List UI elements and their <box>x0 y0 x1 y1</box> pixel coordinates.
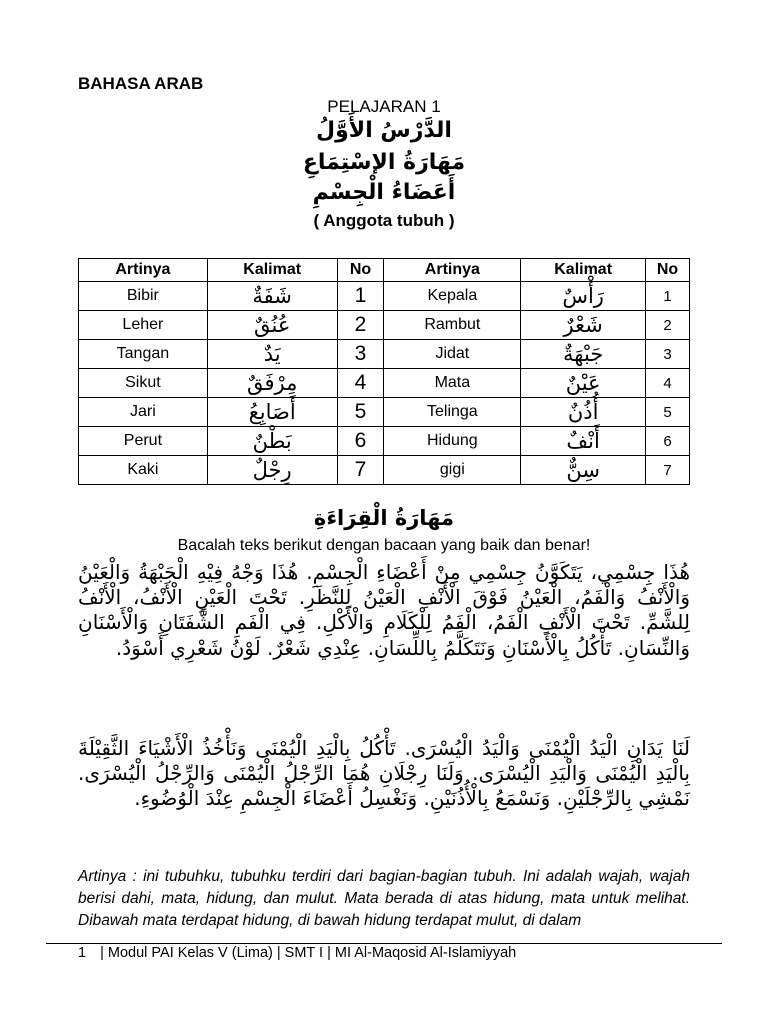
arabic-word-cell: عَيْنٌ <box>521 369 646 398</box>
column-header-word: Kalimat <box>207 259 337 282</box>
table-row <box>79 282 690 311</box>
number-cell: 6 <box>646 427 690 456</box>
lesson-number: PELAJARAN 1 <box>327 97 441 116</box>
meaning-cell: Mata <box>384 369 521 398</box>
translation-paragraph: Artinya : ini tubuhku, tubuhku terdiri dari bagian-bagian tubuh. Ini adalah wajah, wajah berisi dahi, mata, hidung, dan mulut. Mata berada di atas hidung, mata untuk melihat. Dibawah mata terdapat hidung, di bawah hidung terdapat mulut, di dalam <box>78 868 690 929</box>
column-header-meaning: Artinya <box>79 259 208 282</box>
meaning-cell: Bibir <box>79 282 208 311</box>
arabic-word-cell: شَعْرٌ <box>521 311 646 340</box>
meaning-cell: gigi <box>384 456 521 485</box>
column-header-number: No <box>646 259 690 282</box>
page-footer <box>78 945 516 961</box>
arabic-word-cell: مِرْفَقٌ <box>207 369 337 398</box>
reading-section-title: مَهَارَةُ الْقِرَاءَةِ <box>313 506 455 530</box>
meaning-cell: Rambut <box>384 311 521 340</box>
table-row <box>79 456 690 485</box>
meaning-cell: Kaki <box>79 456 208 485</box>
arabic-reading-paragraph: لَنَا يَدَانِ الْيَدُ الْيُمْنَى وَالْيَدُ الْيُسْرَى. تَأْكُلُ بِالْيَدِ الْيُمْنَى وَنَأْخُذُ الْأَشْيَاءَ الثَّقِيْلَةَ بِالْيَدِ الْيُمْنَى وَالْيَدِ الْيُسْرَى. وَلَنَا رِجْلَانِ هُمَا الرِّجْلُ الْيُمْنَى وَالرِّجْلُ الْيُسْرَى. نَمْشِي بِالرِّجْلَيْنِ. وَنَسْمَعُ بِالْأُذُنَيْنِ. وَنَغْسِلُ أَعْضَاءَ الْجِسْمِ عِنْدَ الْوُضُوءِ. <box>78 736 690 811</box>
arabic-word-cell: أَنْفٌ <box>521 427 646 456</box>
meaning-cell: Tangan <box>79 340 208 369</box>
column-header-word: Kalimat <box>521 259 646 282</box>
arabic-word-cell: بَطْنٌ <box>207 427 337 456</box>
number-cell: 4 <box>646 369 690 398</box>
table-row <box>79 398 690 427</box>
topic-subtitle: ( Anggota tubuh ) <box>313 211 455 230</box>
arabic-reading-paragraph: هُذَا جِسْمِي، يَتَكَوَّنُ جِسْمِي مِنْ أَعْضَاءِ الْجِسْمِ. هُذَا وَجْهُ فِيْهِ الْجَبْهَةُ وَالْعَيْنُ وَالْأَنْفُ وَالْفَمُ، الْعَيْنُ فَوْقَ الْأَنْفِ الْعَيْنُ لِلنَّظَرِ. تَحْتَ الْعَيْنِ الْأَنْفُ، الْأَنْفُ لِلشَّمِّ. تَحْتَ الْأَنْفِ الْفَمُ، الْفَمُ لِلْكَلَامِ وَالْأَكْلِ. فِي الْفَمِ الشَّفَتَانِ وَالْأَسْنَانِ وَالنِّسَانِ. تَأْكُلُ بِالْأَسْنَانِ وَنَتَكَلَّمُ بِاللِّسَانِ. عِنْدِي شَعْرٌ. لَوْنُ شَعْرِي أَسْوَدُ. <box>78 560 690 660</box>
number-cell: 3 <box>646 340 690 369</box>
meaning-cell: Telinga <box>384 398 521 427</box>
arabic-lesson-title: الدَّرْسُ الأَوَّلُ <box>316 118 452 143</box>
arabic-word-cell: يَدٌ <box>207 340 337 369</box>
arabic-word-cell: رِجْلٌ <box>207 456 337 485</box>
table-row <box>79 427 690 456</box>
number-cell: 3 <box>337 340 384 369</box>
arabic-word-cell: سِنٌّ <box>521 456 646 485</box>
number-cell: 5 <box>646 398 690 427</box>
arabic-topic-title: أَعَضَاءُ الْجِسْمِ <box>312 180 456 205</box>
number-cell: 1 <box>337 282 384 311</box>
meaning-cell: Sikut <box>79 369 208 398</box>
number-cell: 5 <box>337 398 384 427</box>
arabic-word-cell: عُنُقٌ <box>207 311 337 340</box>
meaning-cell: Jari <box>79 398 208 427</box>
table-row <box>79 340 690 369</box>
number-cell: 7 <box>646 456 690 485</box>
meaning-cell: Leher <box>79 311 208 340</box>
number-cell: 1 <box>646 282 690 311</box>
arabic-word-cell: شَفَةٌ <box>207 282 337 311</box>
table-header-row <box>79 259 690 282</box>
table-row <box>79 311 690 340</box>
meaning-cell: Perut <box>79 427 208 456</box>
meaning-cell: Jidat <box>384 340 521 369</box>
arabic-skill-title: مَهَارَةُ الإسْتِمَاعِ <box>302 150 466 175</box>
arabic-word-cell: رَأْسٌ <box>521 282 646 311</box>
table-row <box>79 369 690 398</box>
column-header-number: No <box>337 259 384 282</box>
arabic-word-cell: أُذُنٌ <box>521 398 646 427</box>
meaning-cell: Hidung <box>384 427 521 456</box>
arabic-word-cell: جَبْهَةٌ <box>521 340 646 369</box>
subject-heading: BAHASA ARAB <box>78 74 204 93</box>
vocabulary-table <box>78 258 690 485</box>
page-number: 1 <box>78 945 87 961</box>
number-cell: 6 <box>337 427 384 456</box>
number-cell: 2 <box>337 311 384 340</box>
footer-divider <box>46 943 722 944</box>
number-cell: 7 <box>337 456 384 485</box>
reading-instruction: Bacalah teks berikut dengan bacaan yang baik dan benar! <box>177 537 591 554</box>
number-cell: 4 <box>337 369 384 398</box>
arabic-word-cell: أَصَابِعُ <box>207 398 337 427</box>
footer-text: | Modul PAI Kelas V (Lima) | SMT I | MI Al-Maqosid Al-Islamiyyah <box>100 945 517 961</box>
number-cell: 2 <box>646 311 690 340</box>
column-header-meaning: Artinya <box>384 259 521 282</box>
meaning-cell: Kepala <box>384 282 521 311</box>
